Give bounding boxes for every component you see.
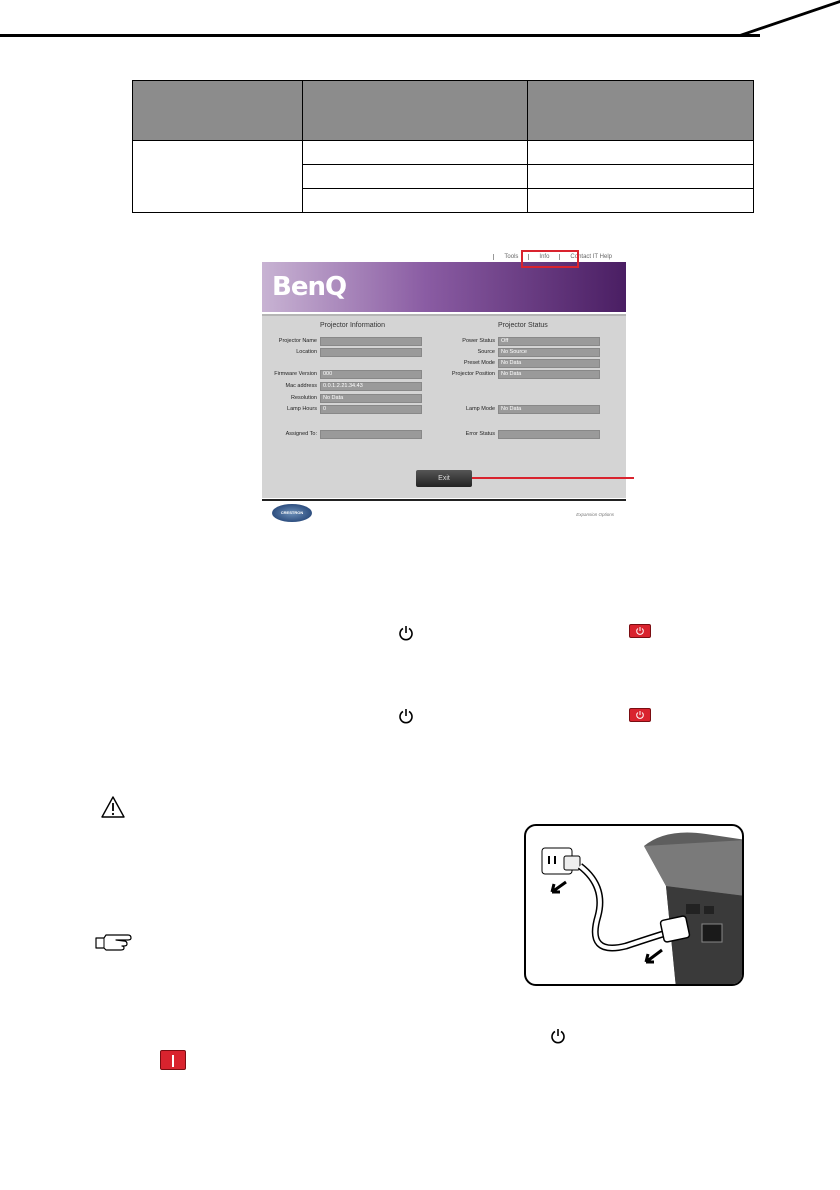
table-cell — [528, 141, 754, 165]
power-icon — [398, 708, 414, 724]
web-ui-screenshot — [262, 248, 626, 528]
spec-table — [132, 80, 754, 213]
expansion-options-text: Expansion Options — [576, 512, 614, 517]
table-header-row — [133, 81, 754, 141]
field-lamp-mode: Lamp Mode No Data — [498, 405, 600, 414]
table-cell — [302, 165, 528, 189]
info-link[interactable]: Info — [528, 254, 559, 260]
warning-icon — [100, 795, 126, 819]
exit-button[interactable]: Exit — [416, 470, 472, 487]
benq-banner — [262, 262, 626, 312]
table-header-cell — [302, 81, 528, 141]
header-rule-taper — [740, 0, 840, 40]
table-cell-merged — [133, 141, 303, 213]
contact-it-help-link[interactable]: Contact IT Help — [559, 254, 622, 260]
benq-logo: BenQ — [272, 272, 347, 302]
field-projector-name: Projector Name — [320, 337, 422, 346]
table-cell — [302, 141, 528, 165]
field-error-status: Error Status — [498, 430, 600, 439]
info-panel — [262, 314, 626, 498]
field-projector-position: Projector Position No Data — [498, 370, 600, 379]
remote-power-button-icon — [629, 624, 651, 638]
table-cell — [528, 165, 754, 189]
power-icon — [550, 1028, 566, 1044]
field-resolution: Resolution No Data — [320, 394, 422, 403]
footer-divider — [262, 499, 626, 501]
header-rule — [0, 34, 760, 37]
field-power-status: Power Status Off — [498, 337, 600, 346]
table-cell — [302, 189, 528, 213]
power-cord-unplug-photo — [524, 824, 744, 986]
field-lamp-hours: Lamp Hours 0 — [320, 405, 422, 414]
field-source: Source No Source — [498, 348, 600, 357]
exit-callout-line — [472, 477, 634, 479]
table-header-cell — [528, 81, 754, 141]
remote-power-button-icon — [160, 1050, 186, 1070]
field-preset-mode: Preset Mode No Data — [498, 359, 600, 368]
field-location: Location — [320, 348, 422, 357]
power-icon — [398, 625, 414, 641]
table-cell — [528, 189, 754, 213]
crestron-logo: CRESTRON — [272, 504, 312, 522]
pointing-hand-icon — [94, 932, 132, 954]
projector-status-title: Projector Status — [498, 322, 548, 329]
projector-information-title: Projector Information — [320, 322, 385, 329]
tools-link[interactable]: Tools — [493, 254, 528, 260]
info-tab-highlight — [521, 250, 579, 268]
field-mac-address: Mac address 0.0.1.2.21.34.43 — [320, 382, 422, 391]
field-assigned-to: Assigned To: — [320, 430, 422, 439]
table-header-cell — [133, 81, 303, 141]
remote-power-button-icon — [629, 708, 651, 722]
table-row — [133, 141, 754, 165]
field-firmware-version: Firmware Version 000 — [320, 370, 422, 379]
